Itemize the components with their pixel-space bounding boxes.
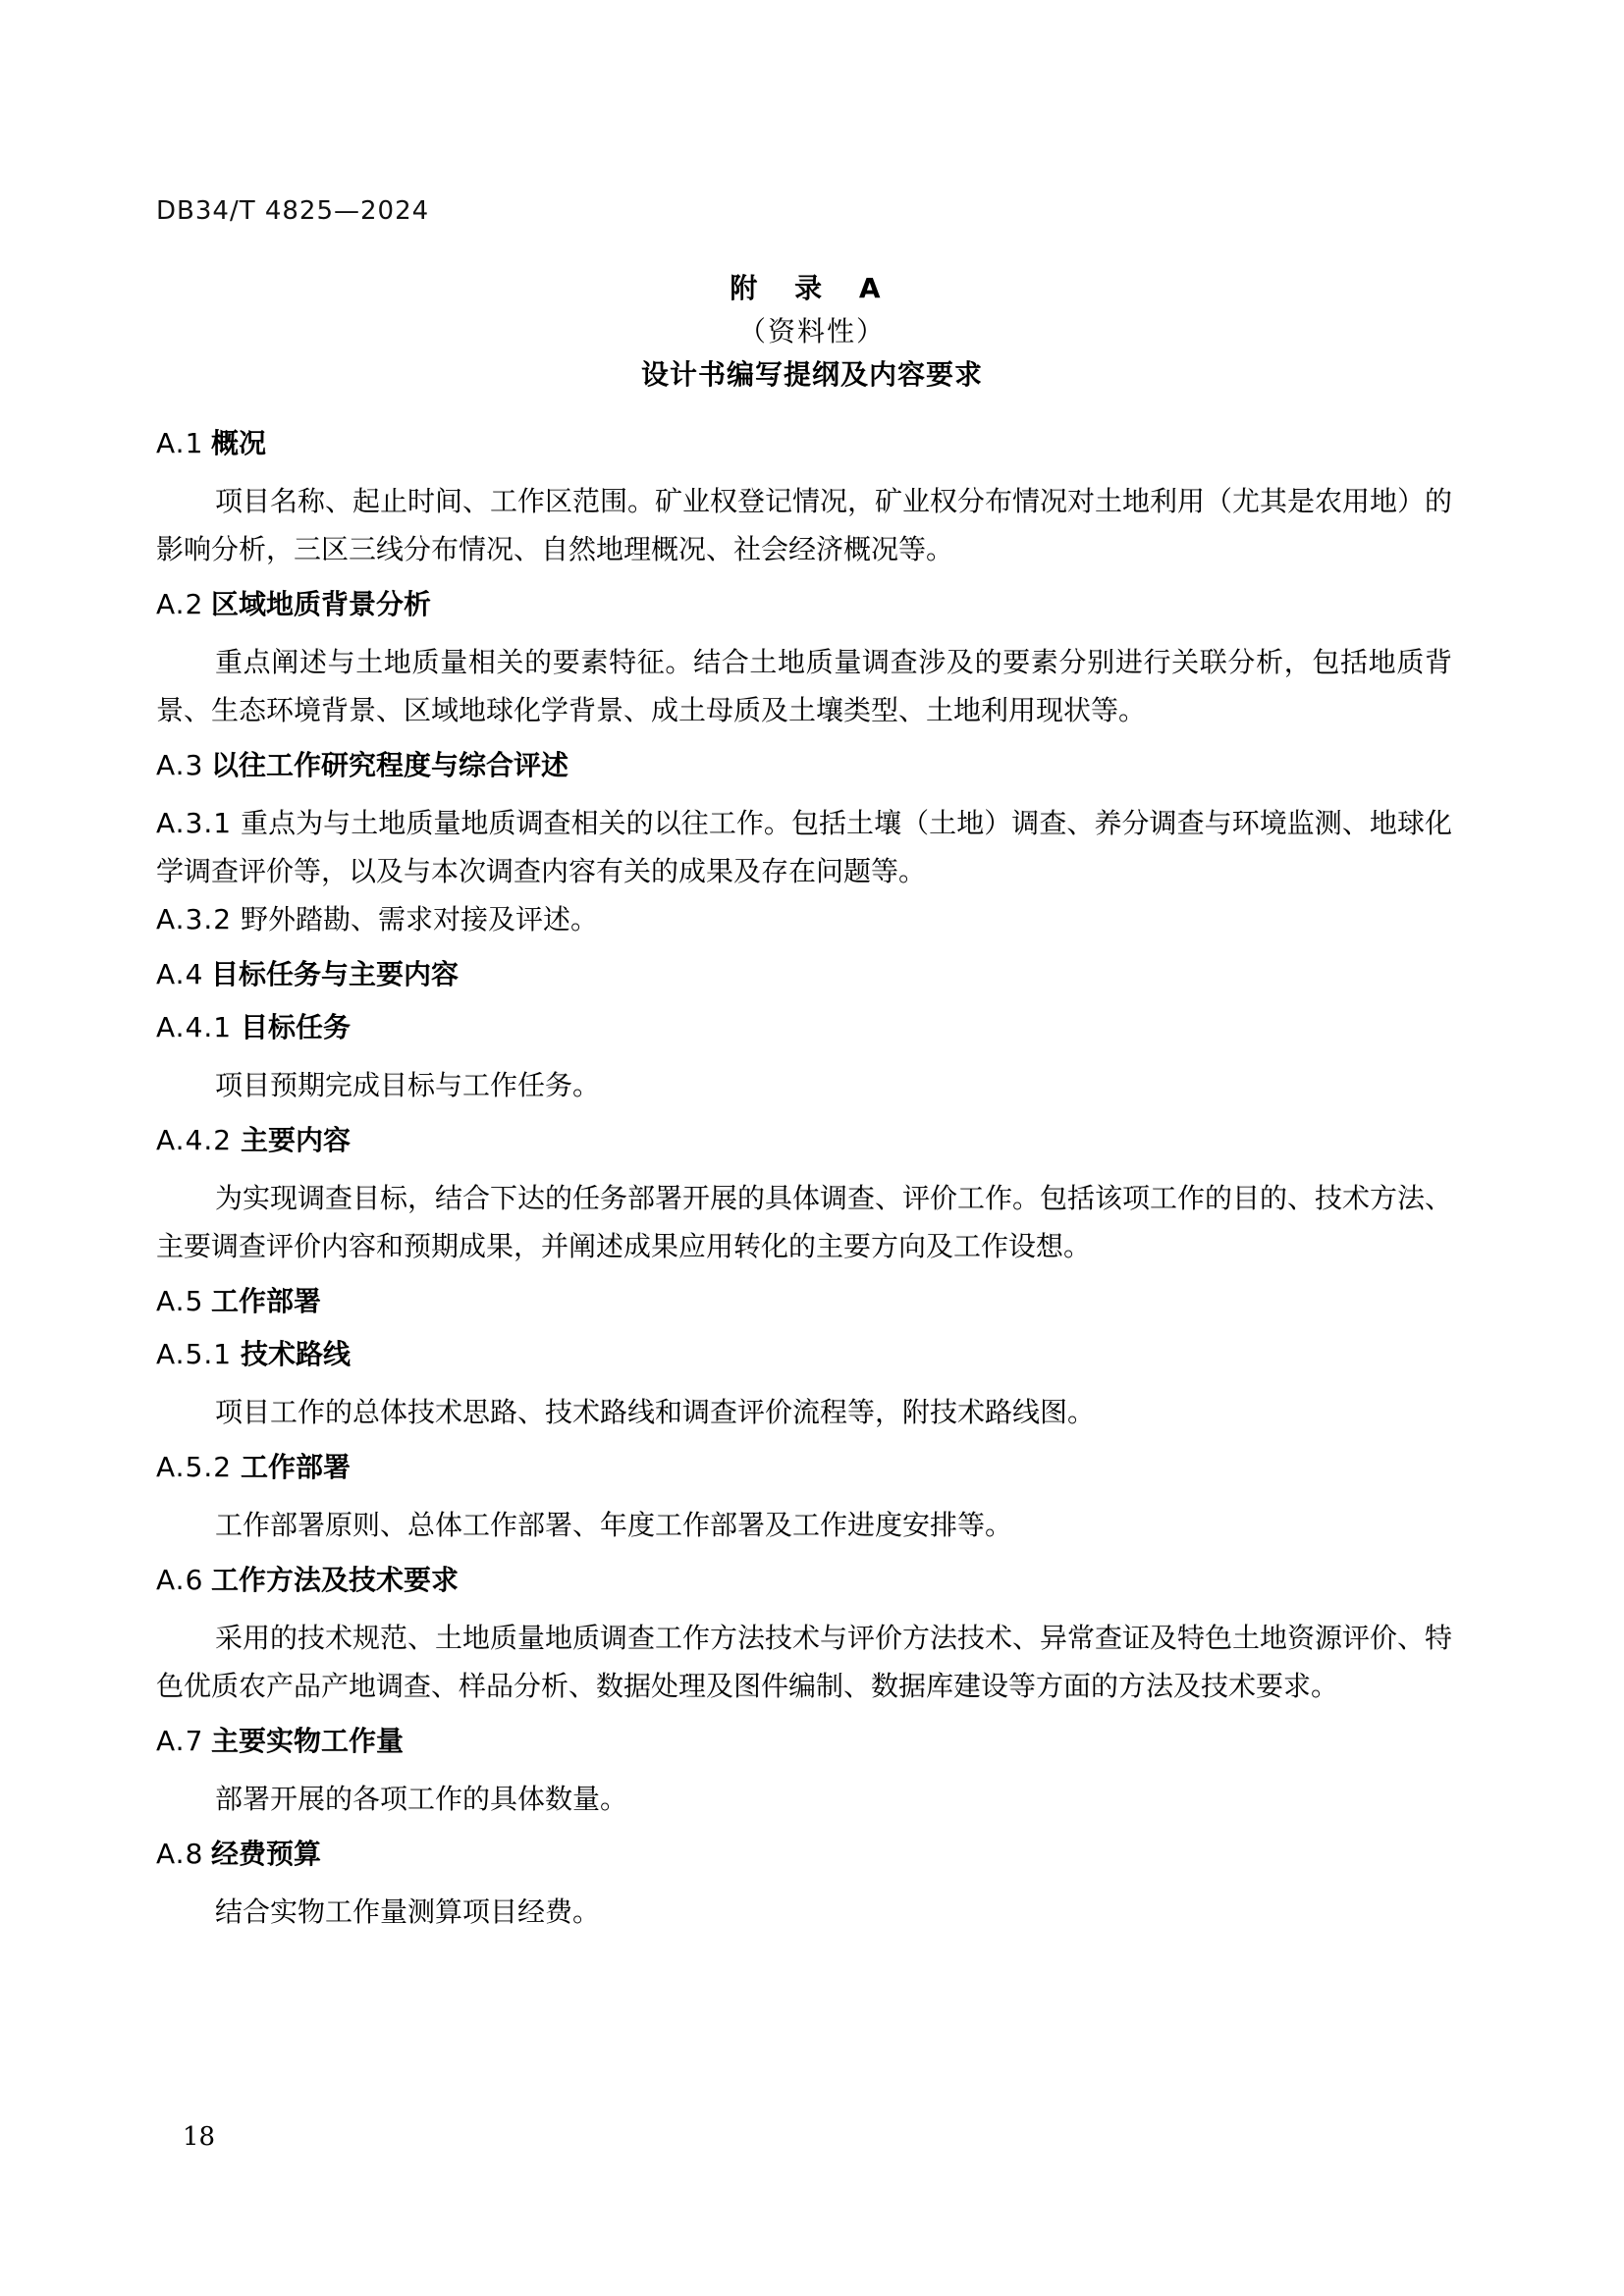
section-heading-a7 — [156, 1722, 1452, 1761]
subsection-title: 工作部署 — [241, 1451, 352, 1483]
section-title: 区域地质背景分析 — [211, 588, 432, 620]
subsection-title: 主要内容 — [241, 1124, 352, 1156]
section-number: A.7 — [156, 1725, 204, 1757]
standard-code: DB34/T 4825—2024 — [156, 196, 430, 226]
subsection-heading-a5-1 — [156, 1335, 1452, 1374]
section-number: A.5 — [156, 1285, 204, 1317]
subsection-number: A.4.1 — [156, 1011, 233, 1043]
section-number: A.6 — [156, 1564, 204, 1596]
section-title: 工作部署 — [211, 1285, 322, 1317]
subsection-heading-a4-1 — [156, 1008, 1452, 1047]
appendix-name: 设计书编写提纲及内容要求 — [640, 358, 983, 391]
section-heading-a3 — [156, 746, 1452, 785]
section-heading-a2 — [156, 585, 1452, 624]
section-number: A.4 — [156, 958, 204, 990]
section-title: 经费预算 — [211, 1838, 322, 1870]
paragraph: 项目工作的总体技术思路、技术路线和调查评价流程等，附技术路线图。 — [215, 1396, 1096, 1428]
section-title: 目标任务与主要内容 — [211, 958, 460, 990]
section-number: A.2 — [156, 588, 204, 620]
section-heading-a8 — [156, 1835, 1452, 1874]
clause-text: 野外踏勘、需求对接及评述。 — [241, 903, 599, 935]
section-heading-a6 — [156, 1561, 1452, 1600]
subsection-number: A.5.2 — [156, 1451, 233, 1483]
section-heading-a4 — [156, 955, 1452, 994]
appendix-type: （资料性） — [737, 315, 886, 347]
paragraph: 项目预期完成目标与工作任务。 — [215, 1069, 601, 1101]
subsection-heading-a4-2 — [156, 1121, 1452, 1160]
section-number: A.8 — [156, 1838, 204, 1870]
paragraph: 为实现调查目标，结合下达的任务部署开展的具体调查、评价工作。包括该项工作的目的、技术方法、主要调查评价内容和预期成果，并阐述成果应用转化的主要方向及工作设想。 — [156, 1182, 1453, 1262]
paragraph: 重点阐述与土地质量相关的要素特征。结合土地质量调查涉及的要素分别进行关联分析，包括地质背景、生态环境背景、区域地球化学背景、成土母质及土壤类型、土地利用现状等。 — [156, 646, 1452, 726]
section-title: 主要实物工作量 — [211, 1725, 405, 1757]
section-number: A.1 — [156, 427, 204, 459]
appendix-label: 附 录 A — [730, 272, 894, 304]
appendix-title-block — [0, 267, 1624, 397]
numbered-paragraph-a3-1 — [156, 799, 1452, 895]
subsection-title: 技术路线 — [241, 1338, 352, 1370]
subsection-number: A.4.2 — [156, 1124, 233, 1156]
subsection-title: 目标任务 — [241, 1011, 352, 1043]
section-title: 以往工作研究程度与综合评述 — [211, 749, 569, 781]
paragraph: 结合实物工作量测算项目经费。 — [215, 1896, 601, 1928]
section-title: 概况 — [211, 427, 267, 459]
document-body — [156, 412, 1452, 1948]
paragraph: 工作部署原则、总体工作部署、年度工作部署及工作进度安排等。 — [215, 1509, 1013, 1541]
section-heading-a1 — [156, 424, 1452, 463]
section-number: A.3 — [156, 749, 204, 781]
subsection-heading-a5-2 — [156, 1448, 1452, 1487]
section-title: 工作方法及技术要求 — [211, 1564, 460, 1596]
paragraph: 项目名称、起止时间、工作区范围。矿业权登记情况，矿业权分布情况对土地利用（尤其是农用地）的影响分析，三区三线分布情况、自然地理概况、社会经济概况等。 — [156, 485, 1453, 565]
numbered-paragraph-a3-2 — [156, 895, 1452, 943]
paragraph: 部署开展的各项工作的具体数量。 — [215, 1783, 628, 1815]
subsection-number: A.5.1 — [156, 1338, 233, 1370]
paragraph: 采用的技术规范、土地质量地质调查工作方法技术与评价方法技术、异常查证及特色土地资源评价、特色优质农产品产地调查、样品分析、数据处理及图件编制、数据库建设等方面的方法及技术要求。 — [156, 1622, 1453, 1702]
clause-number: A.3.2 — [156, 903, 233, 935]
clause-text: 重点为与土地质量地质调查相关的以往工作。包括土壤（土地）调查、养分调查与环境监测、地球化学调查评价等，以及与本次调查内容有关的成果及存在问题等。 — [156, 807, 1452, 887]
page-number: 18 — [183, 2122, 216, 2152]
clause-number: A.3.1 — [156, 807, 233, 839]
section-heading-a5 — [156, 1282, 1452, 1321]
